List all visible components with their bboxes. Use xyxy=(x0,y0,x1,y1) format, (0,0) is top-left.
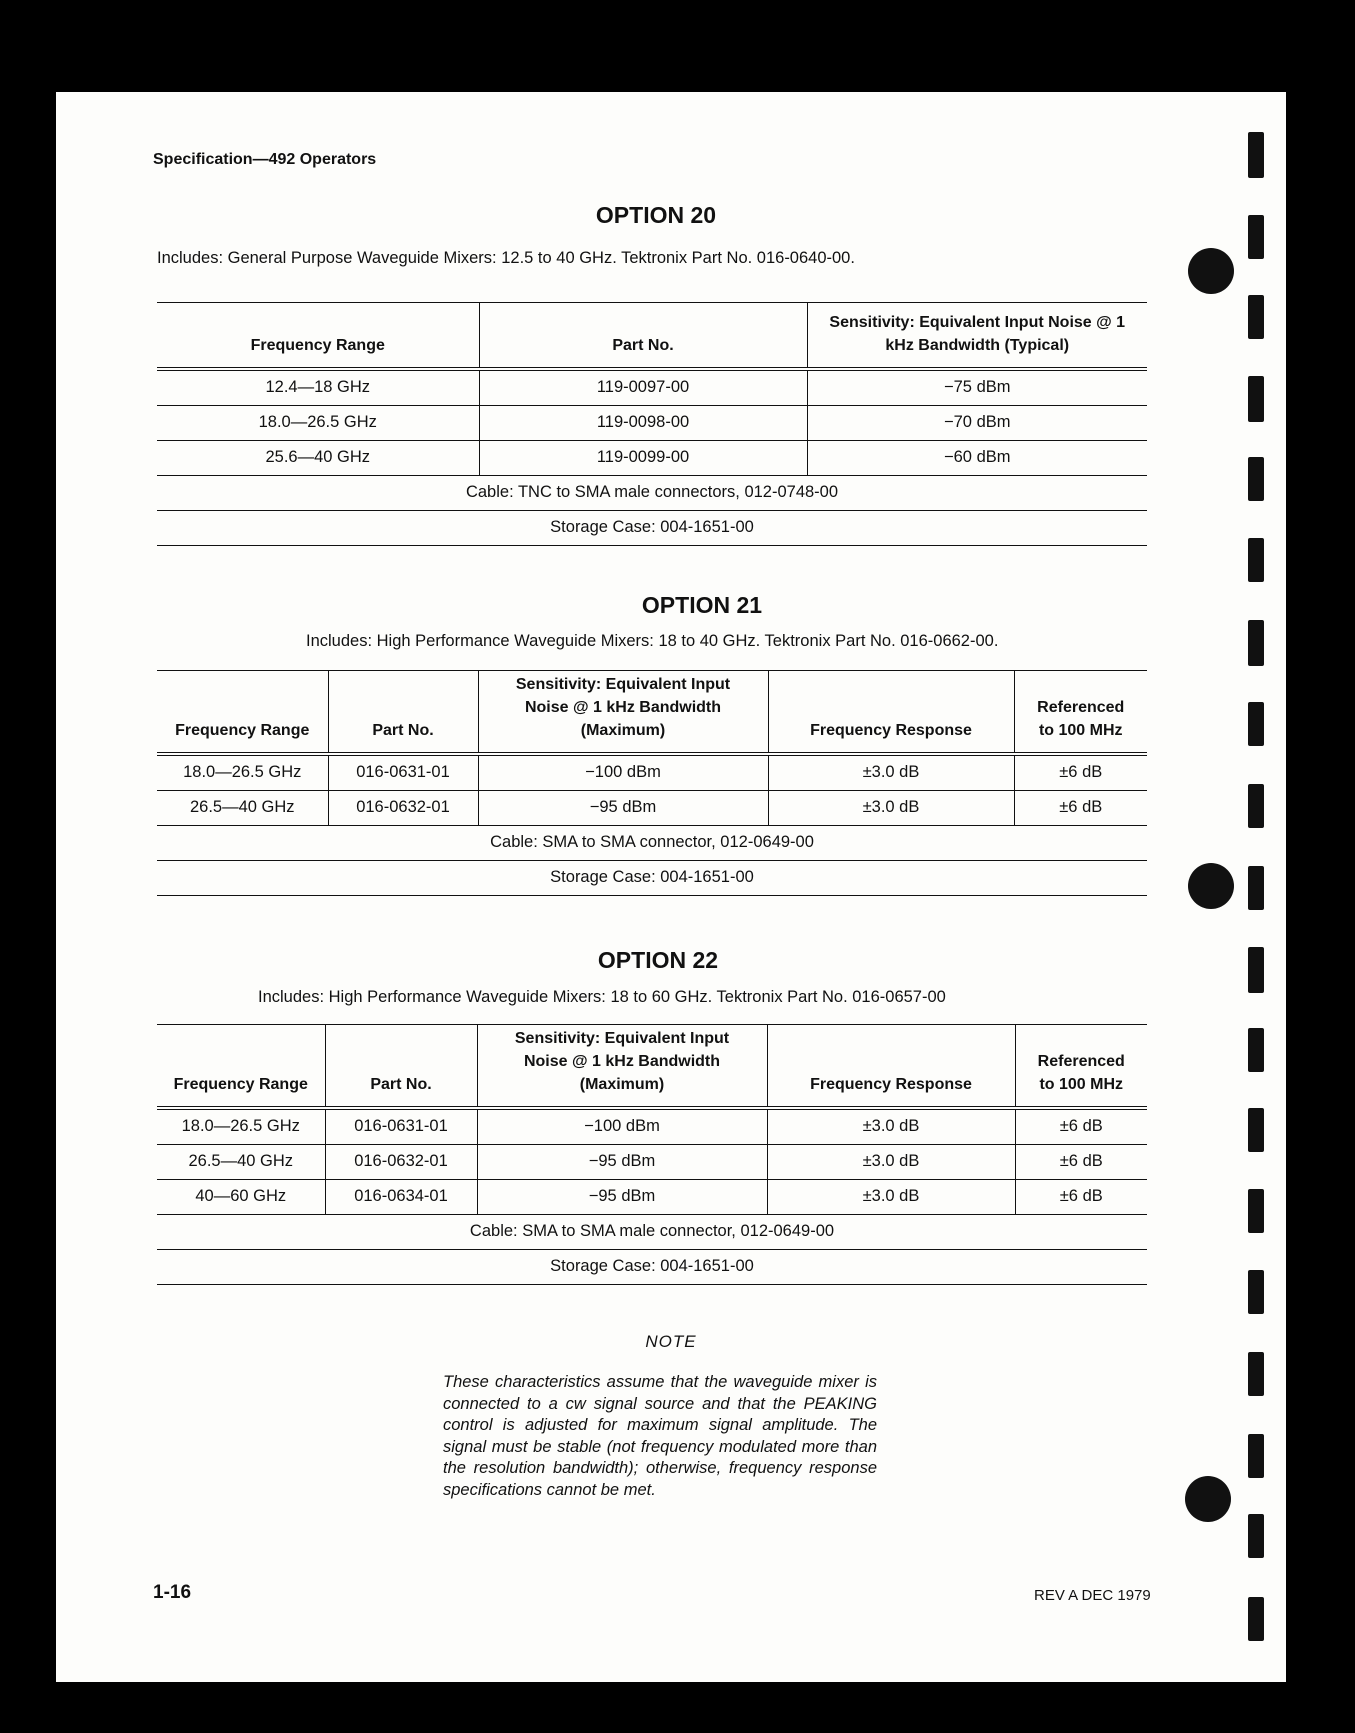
table-cell: ±6 dB xyxy=(1015,1144,1147,1179)
option-20-includes: Includes: General Purpose Waveguide Mixers: 12.5 to 40 GHz. Tektronix Part No. 016-0640-00. xyxy=(157,249,855,267)
option-20-table xyxy=(157,302,1147,546)
column-header: Frequency Range xyxy=(157,303,479,369)
column-header: Sensitivity: Equivalent Input Noise @ 1 kHz Bandwidth (Maximum) xyxy=(477,1025,767,1108)
table-row xyxy=(157,825,1147,860)
punch-hole-icon xyxy=(1185,1476,1231,1522)
edge-tab xyxy=(1248,1270,1264,1314)
column-header: Part No. xyxy=(328,671,478,754)
table-cell: −70 dBm xyxy=(807,405,1147,440)
edge-tab xyxy=(1248,1597,1264,1641)
edge-tab xyxy=(1248,1434,1264,1478)
table-cell: ±3.0 dB xyxy=(767,1179,1015,1214)
column-header: Sensitivity: Equivalent Input Noise @ 1 kHz Bandwidth (Typical) xyxy=(807,303,1147,369)
column-header: Frequency Range xyxy=(157,671,328,754)
table-row xyxy=(157,1108,1147,1145)
table-cell: 26.5—40 GHz xyxy=(157,1144,325,1179)
table-cell: 119-0098-00 xyxy=(479,405,807,440)
edge-tab xyxy=(1248,784,1264,828)
column-header: Frequency Response xyxy=(767,1025,1015,1108)
table-cell: −100 dBm xyxy=(477,1108,767,1145)
table-cell: 119-0099-00 xyxy=(479,440,807,475)
option-21-table xyxy=(157,670,1147,896)
table-cell: ±6 dB xyxy=(1015,1179,1147,1214)
table-cell: 18.0—26.5 GHz xyxy=(157,754,328,791)
table-cell: 016-0631-01 xyxy=(328,754,478,791)
column-header: Frequency Response xyxy=(768,671,1014,754)
column-header: Part No. xyxy=(325,1025,477,1108)
edge-tab xyxy=(1248,1189,1264,1233)
storage-row: Storage Case: 004-1651-00 xyxy=(157,860,1147,895)
punch-hole-icon xyxy=(1188,248,1234,294)
table-cell: 016-0632-01 xyxy=(325,1144,477,1179)
table-cell: 12.4—18 GHz xyxy=(157,369,479,406)
option-21-title: OPTION 21 xyxy=(641,592,763,618)
table-row xyxy=(157,440,1147,475)
table-row xyxy=(157,475,1147,510)
table-cell: −95 dBm xyxy=(478,790,768,825)
cable-row: Cable: SMA to SMA connector, 012-0649-00 xyxy=(157,825,1147,860)
table-cell: −100 dBm xyxy=(478,754,768,791)
note-body: These characteristics assume that the waveguide mixer is connected to a cw signal source and that the PEAKING control is adjusted for maximum signal amplitude. The signal must be stable (not frequency modulated more than the resolution bandwidth); otherwise, frequency response specifications cannot be met. xyxy=(443,1373,877,1499)
table-cell: 40—60 GHz xyxy=(157,1179,325,1214)
edge-tab xyxy=(1248,538,1264,582)
column-header: Part No. xyxy=(479,303,807,369)
edge-tab xyxy=(1248,1514,1264,1558)
table-row xyxy=(157,405,1147,440)
table-cell: 18.0—26.5 GHz xyxy=(157,1108,325,1145)
table-cell: 26.5—40 GHz xyxy=(157,790,328,825)
table-cell: ±3.0 dB xyxy=(768,790,1014,825)
revision-date: REV A DEC 1979 xyxy=(1034,1587,1151,1604)
table-cell: 016-0632-01 xyxy=(328,790,478,825)
table-header-row xyxy=(157,1025,1147,1108)
table-row xyxy=(157,1179,1147,1214)
edge-tab xyxy=(1248,215,1264,259)
table-row xyxy=(157,1144,1147,1179)
column-header: Sensitivity: Equivalent Input Noise @ 1 kHz Bandwidth (Maximum) xyxy=(478,671,768,754)
page-number: 1-16 xyxy=(153,1582,192,1603)
table-cell: 18.0—26.5 GHz xyxy=(157,405,479,440)
table-row xyxy=(157,860,1147,895)
option-20-title: OPTION 20 xyxy=(595,202,717,228)
table-cell: ±6 dB xyxy=(1015,1108,1147,1145)
table-cell: −75 dBm xyxy=(807,369,1147,406)
edge-tab xyxy=(1248,376,1264,422)
storage-row: Storage Case: 004-1651-00 xyxy=(157,510,1147,545)
punch-hole-icon xyxy=(1188,863,1234,909)
option-21-includes: Includes: High Performance Waveguide Mixers: 18 to 40 GHz. Tektronix Part No. 016-0662-00. xyxy=(306,632,999,650)
edge-tab xyxy=(1248,947,1264,993)
edge-tab xyxy=(1248,620,1264,666)
note-title: NOTE xyxy=(645,1332,697,1351)
edge-tab xyxy=(1248,1352,1264,1396)
table-cell: ±6 dB xyxy=(1014,754,1147,791)
table-row xyxy=(157,369,1147,406)
table-cell: ±3.0 dB xyxy=(767,1108,1015,1145)
table-cell: −60 dBm xyxy=(807,440,1147,475)
cable-row: Cable: TNC to SMA male connectors, 012-0748-00 xyxy=(157,475,1147,510)
table-row xyxy=(157,510,1147,545)
document-page xyxy=(56,92,1286,1682)
edge-tab xyxy=(1248,295,1264,339)
column-header: Frequency Range xyxy=(157,1025,325,1108)
table-header-row xyxy=(157,671,1147,754)
table-cell: −95 dBm xyxy=(477,1179,767,1214)
running-head: Specification—492 Operators xyxy=(153,151,377,168)
edge-tab xyxy=(1248,457,1264,501)
option-22-table xyxy=(157,1024,1147,1285)
table-cell: ±3.0 dB xyxy=(768,754,1014,791)
edge-tab xyxy=(1248,866,1264,910)
table-cell: ±6 dB xyxy=(1014,790,1147,825)
table-header-row xyxy=(157,303,1147,369)
table-cell: 119-0097-00 xyxy=(479,369,807,406)
edge-tab xyxy=(1248,132,1264,178)
option-22-title: OPTION 22 xyxy=(597,947,719,973)
table-cell: 016-0634-01 xyxy=(325,1179,477,1214)
table-cell: ±3.0 dB xyxy=(767,1144,1015,1179)
table-cell: −95 dBm xyxy=(477,1144,767,1179)
option-22-includes: Includes: High Performance Waveguide Mixers: 18 to 60 GHz. Tektronix Part No. 016-0657-00 xyxy=(258,988,946,1006)
table-cell: 016-0631-01 xyxy=(325,1108,477,1145)
column-header: Referenced to 100 MHz xyxy=(1014,671,1147,754)
table-row xyxy=(157,754,1147,791)
edge-tab xyxy=(1248,1028,1264,1072)
storage-row: Storage Case: 004-1651-00 xyxy=(157,1249,1147,1284)
table-row xyxy=(157,790,1147,825)
table-row xyxy=(157,1214,1147,1249)
table-row xyxy=(157,1249,1147,1284)
edge-tab xyxy=(1248,702,1264,746)
column-header: Referenced to 100 MHz xyxy=(1015,1025,1147,1108)
cable-row: Cable: SMA to SMA male connector, 012-0649-00 xyxy=(157,1214,1147,1249)
table-cell: 25.6—40 GHz xyxy=(157,440,479,475)
edge-tab xyxy=(1248,1108,1264,1152)
